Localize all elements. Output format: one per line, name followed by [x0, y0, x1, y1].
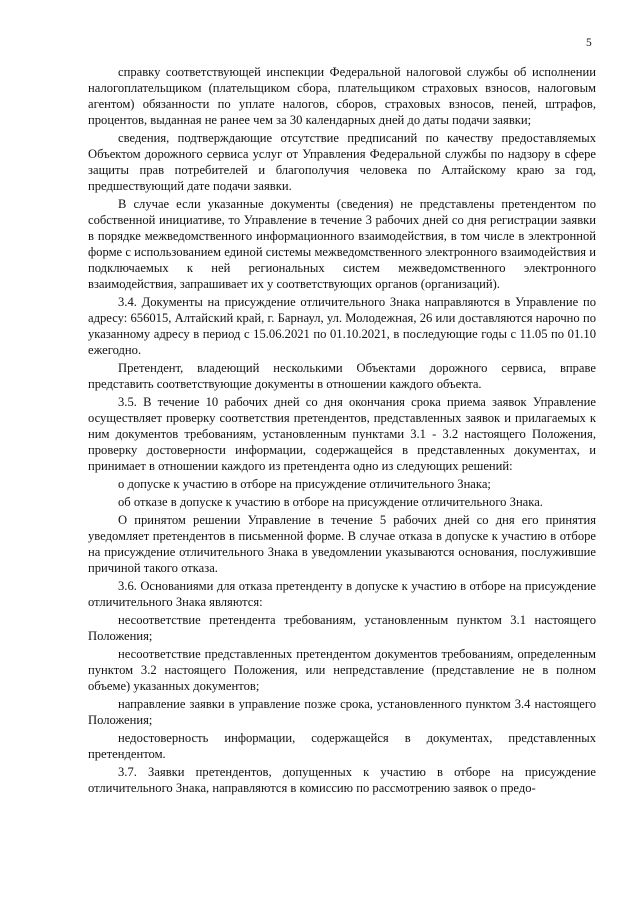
page-number: 5: [586, 37, 592, 49]
paragraph-3-7: 3.7. Заявки претендентов, допущенных к участию в отборе на присуждение отличительного Знака, направляются в комиссию по рассмотрению заявок о предо-: [88, 765, 596, 795]
document-body: [88, 64, 596, 798]
paragraph: Претендент, владеющий несколькими Объектами дорожного сервиса, вправе представить соответствующие документы в отношении каждого объекта.: [88, 361, 596, 391]
list-item: недостоверность информации, содержащейся в документах, представленных претендентом.: [88, 731, 596, 761]
list-item: о допуске к участию в отборе на присуждение отличительного Знака;: [118, 477, 491, 491]
paragraph: справку соответствующей инспекции Федеральной налоговой службы об исполнении налогоплательщиком (плательщиком сбора, плательщиком страховых взносов, налоговым агентом) обязанности по уплате налогов, сборов, страховых взносов, пеней, штрафов, процентов, выданная не ранее чем за 30 календарных дней до даты подачи заявки;: [88, 65, 596, 127]
paragraph-3-6: 3.6. Основаниями для отказа претенденту в допуске к участию в отборе на присуждение отличительного Знака являются:: [88, 579, 596, 609]
list-item: несоответствие претендента требованиям, установленным пунктом 3.1 настоящего Положения;: [88, 613, 596, 643]
list-item: несоответствие представленных претендентом документов требованиям, определенным пунктом 3.2 настоящего Положения, или непредставление (представление не в полном объеме) указанных документов;: [88, 647, 596, 693]
paragraph-3-4: 3.4. Документы на присуждение отличительного Знака направляются в Управление по адресу: 656015, Алтайский край, г. Барнаул, ул. Молодежная, 26 или доставляются нарочно по указанному адресу в период с 15.06.2021 по 01.10.2021, в последующие годы с 11.05 по 01.10 ежегодно.: [88, 295, 596, 357]
paragraph: О принятом решении Управление в течение 5 рабочих дней со дня его принятия уведомляет претендентов в письменной форме. В случае отказа в допуске к участию в отборе на присуждение отличительного Знака в уведомлении указываются основания, послужившие причиной такого отказа.: [88, 513, 596, 575]
paragraph-3-5: 3.5. В течение 10 рабочих дней со дня окончания срока приема заявок Управление осуществляет проверку соответствия претендентов, представленных заявок и прилагаемых к ним документов требованиям, установленным пунктами 3.1 - 3.2 настоящего Положения, проверку достоверности информации, содержащейся в представленных документах, и принимает в отношении каждого из претендента одно из следующих решений:: [88, 395, 596, 473]
paragraph: В случае если указанные документы (сведения) не представлены претендентом по собственной инициативе, то Управление в течение 3 рабочих дней со дня регистрации заявки в порядке межведомственного информационного взаимодействия, в том числе в электронной форме с использованием единой системы межведомственного электронного взаимодействия и подключаемых к ней региональных систем межведомственного электронного взаимодействия, запрашивает их у соответствующих органов (организаций).: [88, 197, 596, 291]
list-item: направление заявки в управление позже срока, установленного пунктом 3.4 настоящего Положения;: [88, 697, 596, 727]
paragraph: сведения, подтверждающие отсутствие предписаний по качеству предоставляемых Объектом дорожного сервиса услуг от Управления Федеральной службы по надзору в сфере защиты прав потребителей и благополучия человека по Алтайскому краю за год, предшествующий дате подачи заявки.: [88, 131, 596, 193]
list-item: об отказе в допуске к участию в отборе на присуждение отличительного Знака.: [118, 495, 543, 509]
